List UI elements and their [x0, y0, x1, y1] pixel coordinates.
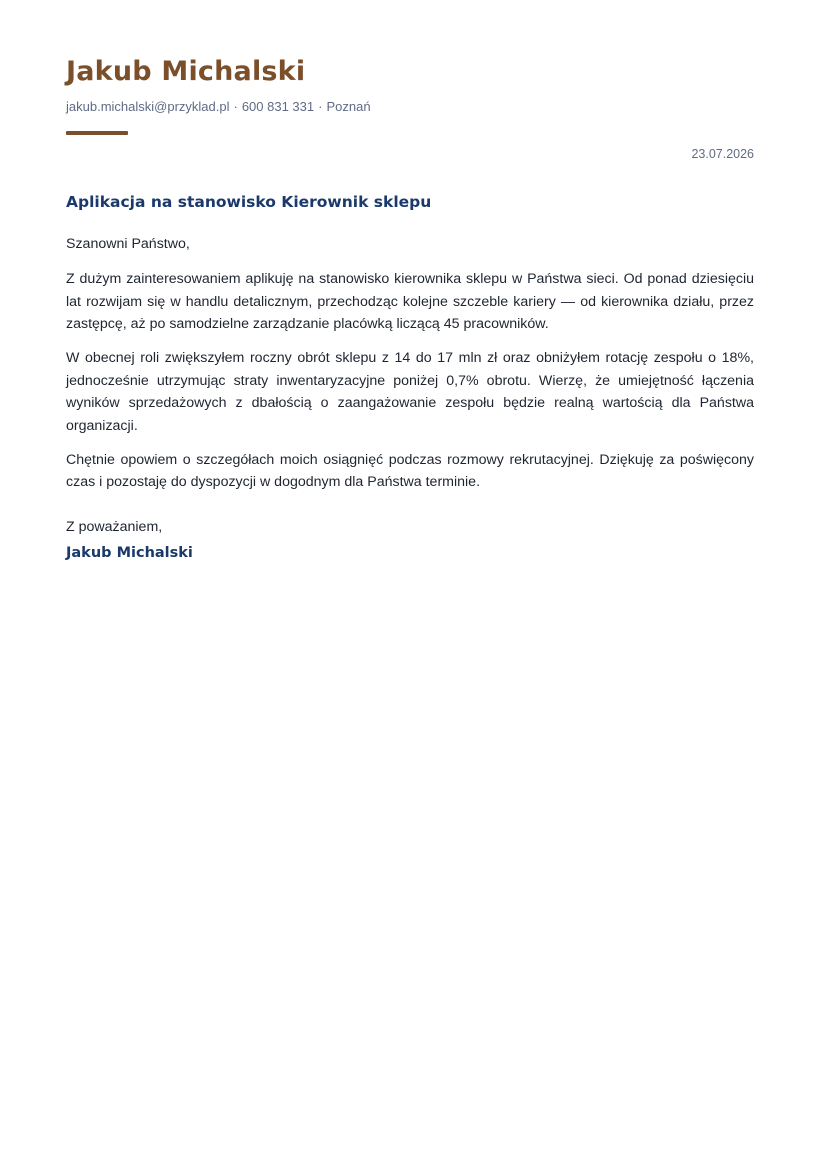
- accent-divider: [66, 131, 128, 135]
- closing-phrase: Z poważaniem,: [66, 519, 163, 535]
- body-paragraph: W obecnej roli zwiększyłem roczny obrót sklepu z 14 do 17 mln zł oraz obniżyłem rotację zespołu o 18%, jednocześnie utrzymując straty inwentaryzacyjne poniżej 0,7% obrotu. Wierzę, że umiejętność łączenia wyników sprzedażowych z dbałością o zaangażowanie zespołu będzie realną wartością dla Państwa organizacji.: [66, 350, 754, 434]
- letter-body: [66, 268, 754, 505]
- contact-email: jakub.michalski@przyklad.pl: [66, 99, 230, 114]
- salutation: Szanowni Państwo,: [66, 236, 190, 252]
- letter-subject: Aplikacja na stanowisko Kierownik sklepu: [66, 193, 432, 211]
- body-paragraph: Z dużym zainteresowaniem aplikuję na stanowisko kierownika sklepu w Państwa sieci. Od ponad dziesięciu lat rozwijam się w handlu detalicznym, przechodząc kolejne szczeble kariery — od kierownika działu, przez zastępcę, aż po samodzielne zarządzanie placówką liczącą 45 pracowników.: [66, 271, 754, 332]
- signature-name: Jakub Michalski: [66, 545, 193, 561]
- body-paragraph: Chętnie opowiem o szczegółach moich osiągnięć podczas rozmowy rekrutacyjnej. Dziękuję za poświęcony czas i pozostaję do dyspozycji w dogodnym dla Państwa terminie.: [66, 451, 754, 490]
- contact-separator: ·: [233, 99, 238, 114]
- contact-city: Poznań: [326, 99, 371, 114]
- contact-line: [66, 99, 371, 114]
- letter-date: 23.07.2026: [691, 147, 754, 161]
- contact-phone: 600 831 331: [241, 99, 315, 114]
- contact-separator: ·: [318, 99, 323, 114]
- sender-name: Jakub Michalski: [66, 56, 306, 87]
